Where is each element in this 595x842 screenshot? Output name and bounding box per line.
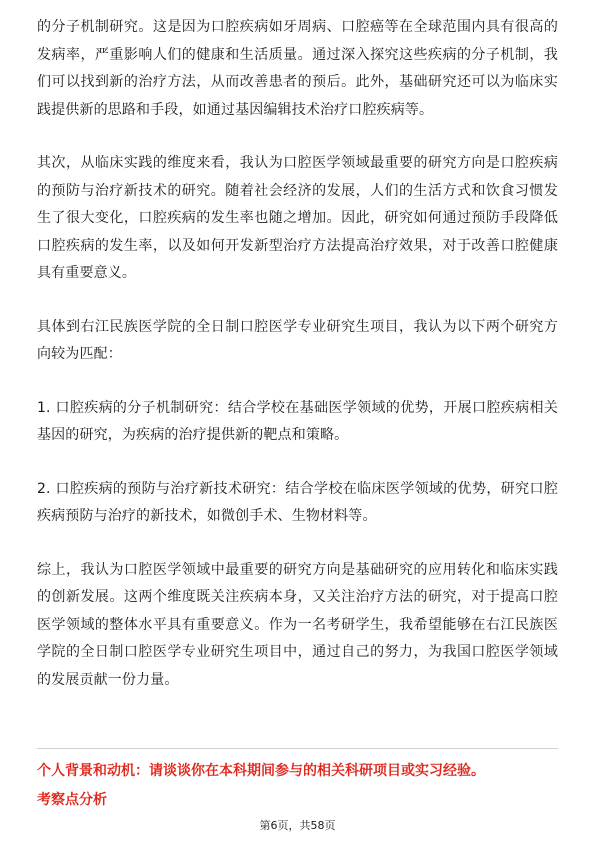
paragraph-basic-research: 的分子机制研究。这是因为口腔疾病如牙周病、口腔癌等在全球范围内具有很高的发病率，严重影响人们的健康和生活质量。通过深入探究这些疾病的分子机制，我们可以找到新的治疗方法，从而改善患者的预后。此外，基础研究还可以为临床实践提供新的思路和手段，如通过基因编辑技术治疗口腔疾病等。 — [37, 19, 558, 118]
paragraph-conclusion: 综上，我认为口腔医学领域中最重要的研究方向是基础研究的应用转化和临床实践的创新发展。这两个维度既关注疾病本身，又关注治疗方法的研究，对于提高口腔医学领域的整体水平具有重要意义。作为一名考研学生，我希望能够在右江民族医学院的全日制口腔医学专业研究生项目中，通过自己的努力，为我国口腔医学领域的发展贡献一份力量。 — [37, 561, 558, 688]
analysis-subheading: 考察点分析 — [37, 792, 107, 808]
paragraph-program-match: 具体到右江民族医学院的全日制口腔医学专业研究生项目，我认为以下两个研究方向较为匹配： — [37, 318, 558, 362]
list-item-direction-1: 1. 口腔疾病的分子机制研究：结合学校在基础医学领域的优势，开展口腔疾病相关基因的研究，为疾病的治疗提供新的靶点和策略。 — [37, 399, 558, 443]
paragraph-gap — [37, 369, 558, 395]
list-item-direction-2: 2. 口腔疾病的预防与治疗新技术研究：结合学校在临床医学领域的优势，研究口腔疾病预防与治疗的新技术，如微创手术、生物材料等。 — [37, 480, 558, 524]
interview-question: 个人背景和动机：请谈谈你在本科期间参与的相关科研项目或实习经验。 — [37, 763, 485, 779]
section-divider — [37, 748, 558, 749]
paragraph-gap — [37, 124, 558, 150]
page-number-footer: 第6页，共58页 — [259, 819, 336, 832]
paragraph-gap — [37, 288, 558, 314]
paragraph-gap — [37, 450, 558, 476]
paragraph-clinical-practice: 其次，从临床实践的维度来看，我认为口腔医学领域最重要的研究方向是口腔疾病的预防与治疗新技术的研究。随着社会经济的发展，人们的生活方式和饮食习惯发生了很大变化，口腔疾病的发生率也随之增加。因此，研究如何通过预防手段降低口腔疾病的发生率，以及如何开发新型治疗方法提高治疗效果，对于改善口腔健康具有重要意义。 — [37, 155, 558, 281]
paragraph-gap — [37, 531, 558, 557]
body-content — [37, 14, 558, 694]
